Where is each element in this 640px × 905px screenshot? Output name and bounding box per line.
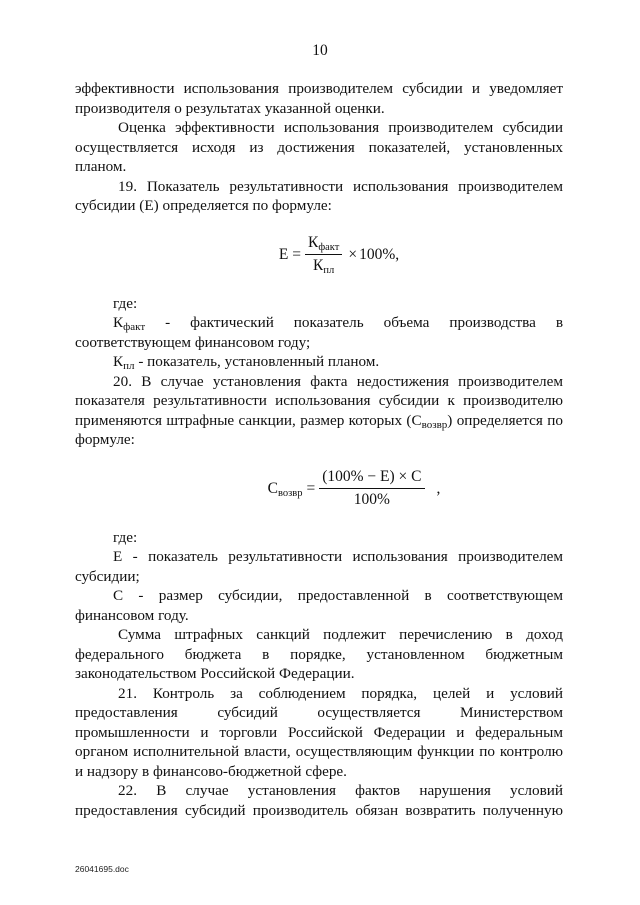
page-content	[75, 79, 563, 820]
paragraph-20-subscript: возвр	[421, 418, 448, 431]
formula2-denominator: 100%	[353, 491, 390, 508]
formula2-lhs-symbol: С	[267, 479, 278, 497]
formula2-equals: =	[306, 479, 316, 497]
formula1-fraction	[305, 234, 342, 275]
paragraph-19: 19. Показатель результативности использования производителем субсидии (Е) определяется по формуле:	[75, 177, 563, 214]
where-label-1: где:	[113, 294, 138, 312]
formula1-rhs: 100%,	[359, 245, 400, 263]
formula-penalty	[75, 450, 563, 528]
kfact-symbol: К	[113, 314, 124, 331]
kpl-symbol: К	[113, 353, 124, 370]
formula1-times: ×	[348, 245, 358, 263]
formula-efficiency	[75, 216, 563, 294]
paragraph-20-text-b: ) определяется по формуле:	[75, 411, 563, 448]
formula2-numerator: (100% − Е) × С	[319, 468, 424, 489]
paragraph-21: 21. Контроль за соблюдением порядка, целей и условий предоставления субсидий осуществляется Министерством промышленности и торговли Российской Федерации и федеральным органом исполнительной власти, осуществляющим функции по контролю и надзору в финансово-бюджетной сфере.	[75, 684, 563, 780]
formula2-lhs	[268, 479, 303, 499]
definition-c: С - размер субсидии, предоставленной в соответствующем финансовом году.	[75, 587, 563, 624]
paragraph-continuation: эффективности использования производителем субсидии и уведомляет производителя о результатах указанной оценки.	[75, 80, 563, 117]
where-label-2: где:	[113, 528, 138, 546]
formula2-fraction	[319, 468, 424, 509]
footer-filename: 26041695.doc	[75, 864, 129, 874]
formula2-tail: ,	[436, 479, 441, 497]
paragraph-22: 22. В случае установления фактов нарушения условий предоставления субсидий производитель обязан возвратить полученную	[75, 782, 563, 819]
kfact-text: - фактический показатель объема производства в соответствующем финансовом году;	[75, 314, 563, 351]
definition-kfact	[75, 313, 563, 352]
paragraph-20-text-a: 20. В случае установления факта недостижения производителем показателя результативности использования субсидии к производителю применяются штрафные санкции, размер которых (С	[75, 372, 563, 429]
kpl-text: - показатель, установленный планом.	[134, 353, 380, 370]
paragraph-20	[75, 372, 563, 450]
page-number: 10	[312, 42, 328, 59]
formula1-den-subscript: пл	[323, 265, 335, 276]
formula1-num-symbol: К	[307, 234, 319, 251]
paragraph-penalty-sum: Сумма штрафных санкций подлежит перечислению в доход федерального бюджета в порядке, установленном бюджетным законодательством Российской Федерации.	[75, 626, 563, 682]
formula2-lhs-subscript: возвр	[277, 487, 303, 499]
formula1-lhs: Е =	[278, 245, 301, 263]
formula1-numerator	[305, 234, 342, 255]
definition-e: Е - показатель результативности использования производителем субсидии;	[75, 548, 563, 585]
formula1-denominator	[310, 255, 337, 275]
kpl-subscript: пл	[123, 360, 135, 372]
formula1-num-subscript: факт	[318, 242, 340, 253]
formula1-den-symbol: К	[313, 257, 324, 274]
definition-kpl	[75, 352, 563, 372]
paragraph-evaluation: Оценка эффективности использования производителем субсидии осуществляется исходя из достижения показателей, установленных планом.	[75, 119, 563, 175]
kfact-subscript: факт	[123, 321, 146, 333]
